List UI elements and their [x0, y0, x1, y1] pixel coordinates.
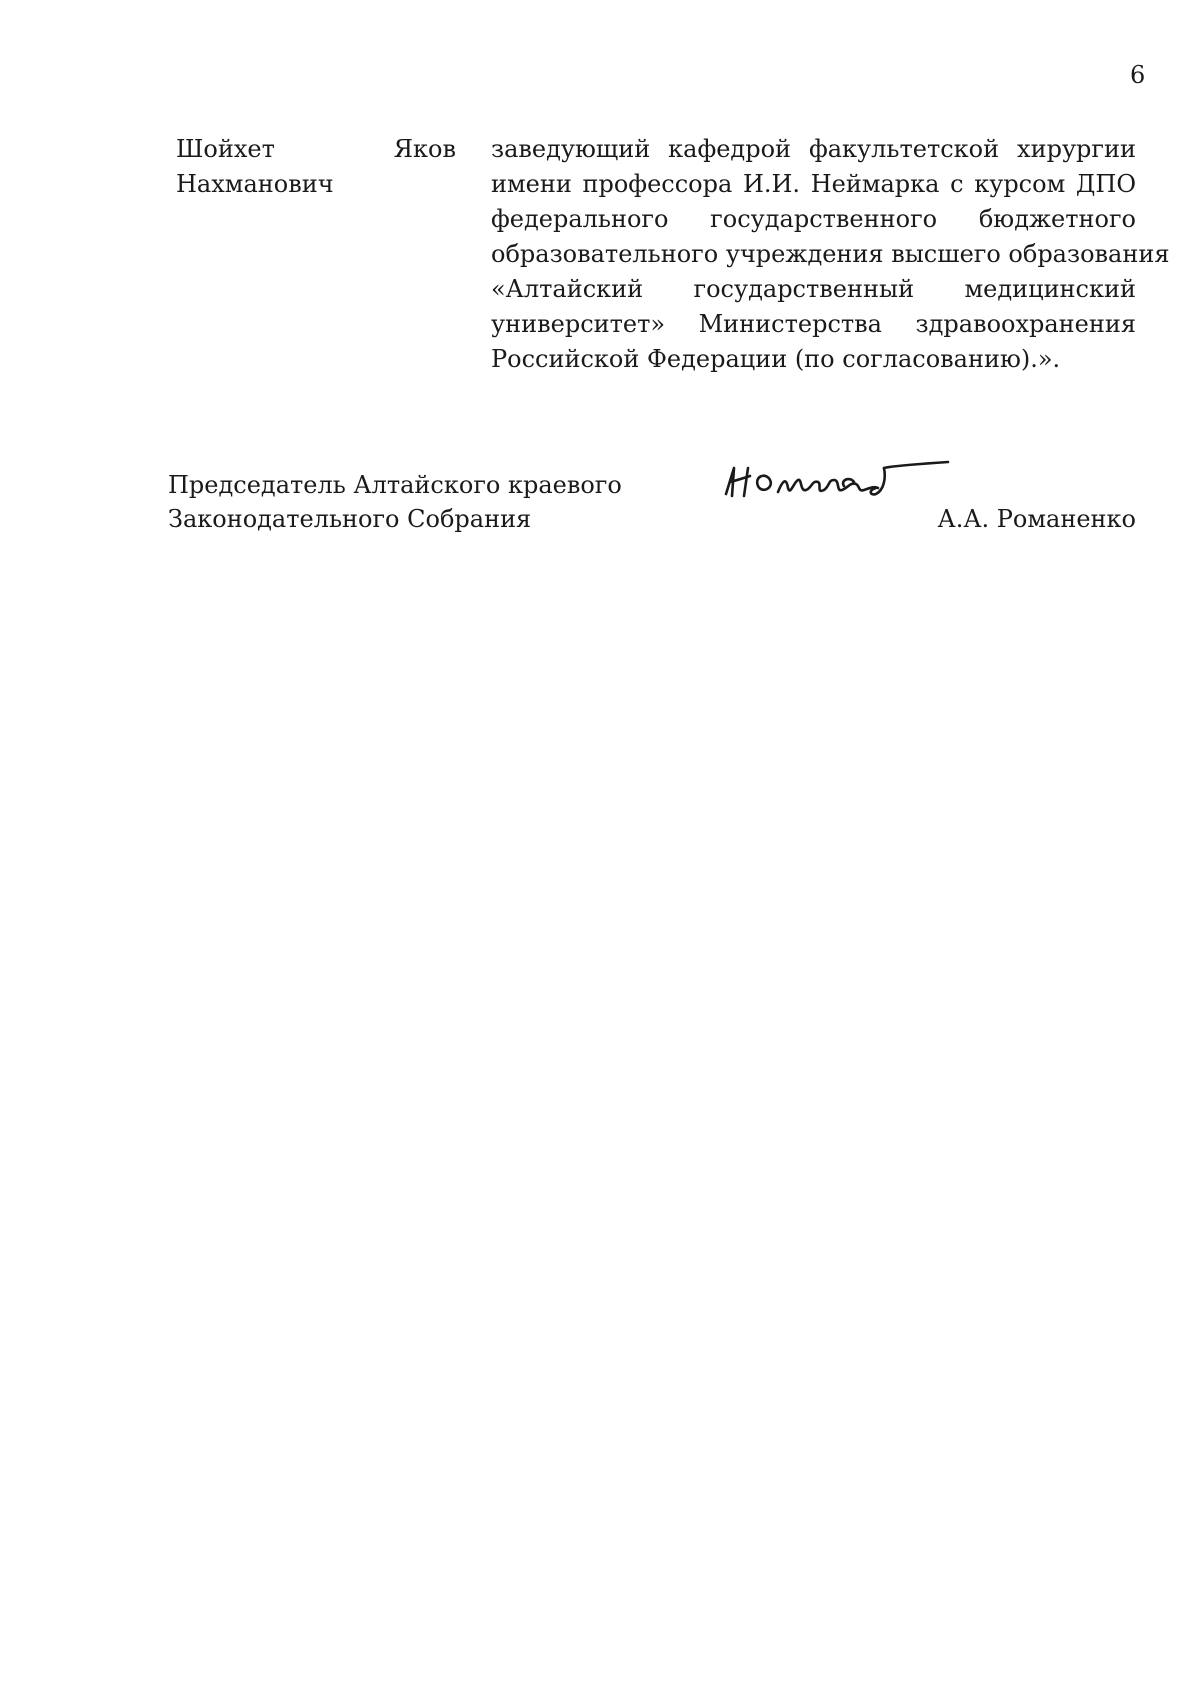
member-given-name: Яков — [393, 135, 456, 163]
chair-title-line-1: Председатель Алтайского краевого — [168, 471, 622, 499]
chair-title — [168, 468, 622, 536]
description-line: образовательного учреждения высшего образования — [491, 240, 1170, 268]
member-patronymic: Нахманович — [176, 170, 334, 198]
description-line: «Алтайский государственный медицинский — [491, 275, 1136, 303]
description-line: Российской Федерации (по согласованию).». — [491, 345, 1061, 373]
member-surname: Шойхет — [176, 135, 275, 163]
description-line: федерального государственного бюджетного — [491, 205, 1136, 233]
signer-name: А.А. Романенко — [937, 505, 1136, 533]
description-line: университет» Министерства здравоохранения — [491, 310, 1136, 338]
description-line: имени профессора И.И. Неймарка с курсом ДПО — [491, 170, 1136, 198]
member-name-line-1 — [176, 132, 456, 167]
page-number: 6 — [1130, 61, 1146, 89]
chair-title-line-2: Законодательного Собрания — [168, 505, 532, 533]
member-name — [176, 132, 456, 202]
description-line: заведующий кафедрой факультетской хирургии — [491, 135, 1136, 163]
member-name-line-2 — [176, 167, 456, 202]
member-description — [491, 132, 1170, 377]
